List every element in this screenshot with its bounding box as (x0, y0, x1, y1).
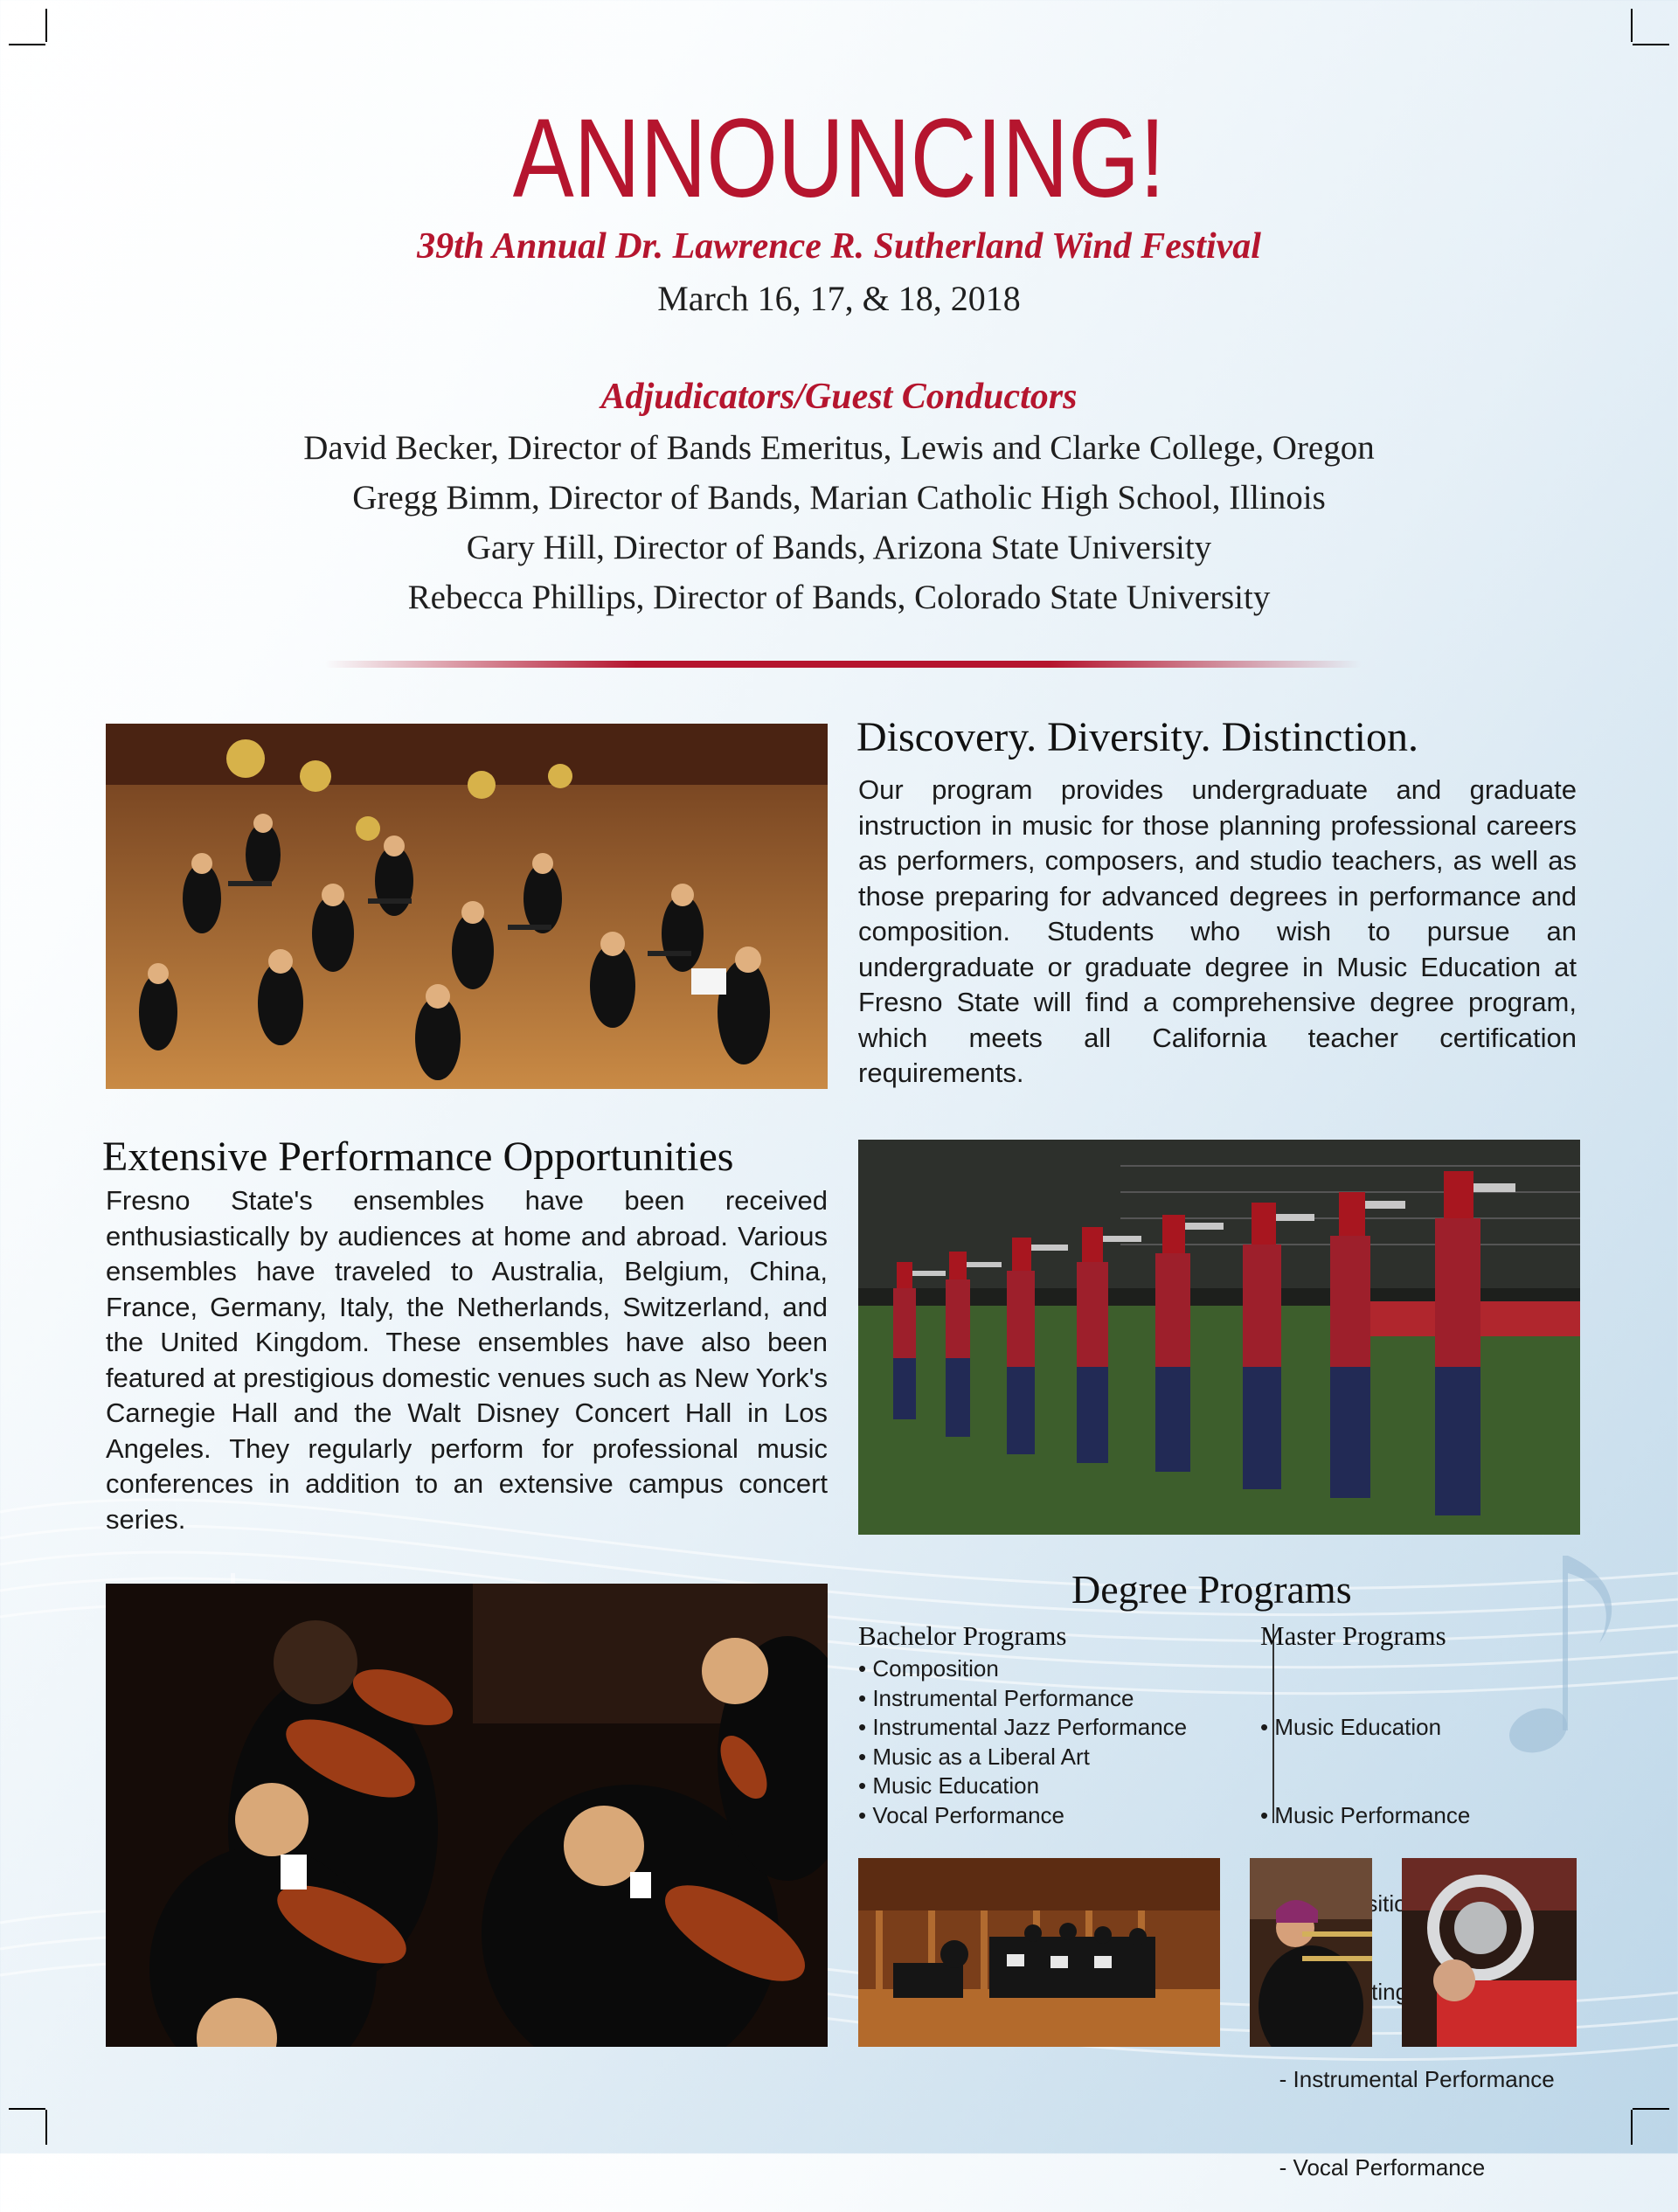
headline: ANNOUNCING! (512, 96, 1166, 221)
crop-mark (1633, 44, 1669, 45)
performance-title: Extensive Performance Opportunities (102, 1134, 734, 1180)
list-item: - Instrumental Performance (1260, 2066, 1555, 2093)
adjudicator-line: Gary Hill, Director of Bands, Arizona State University (466, 529, 1212, 566)
list-item: • Music Education (858, 1772, 1040, 1799)
list-item: • Instrumental Jazz Performance (858, 1714, 1188, 1741)
adjudicator-line: Gregg Bimm, Director of Bands, Marian Catholic High School, Illinois (352, 479, 1326, 517)
crop-mark (45, 9, 47, 42)
list-item: • Instrumental Performance (858, 1684, 1134, 1711)
crop-mark (1631, 9, 1633, 42)
list-item: - Vocal Performance (1260, 2154, 1486, 2181)
festival-dates: March 16, 17, & 18, 2018 (657, 279, 1021, 318)
adjudicator-line: David Becker, Director of Bands Emeritus, Lewis and Clarke College, Oregon (303, 429, 1375, 467)
trombonist-photo (1250, 1858, 1372, 2047)
orchestra-strings-photo (106, 1584, 828, 2047)
bachelor-programs-title: Bachelor Programs (858, 1620, 1067, 1651)
list-item: • Music Performance (1260, 1801, 1471, 1828)
festival-title: 39th Annual Dr. Lawrence R. Sutherland Wind Festival (417, 226, 1261, 267)
jazz-band-photo (858, 1858, 1220, 2047)
degree-programs-title: Degree Programs (1071, 1567, 1352, 1612)
list-item: • Music as a Liberal Art (858, 1743, 1090, 1770)
performance-body: Fresno State's ensembles have been received enthusiastically by audiences at home and abroad. Various ensembles have traveled to Australia, Belgium, China, France, Germany, Italy, the Netherlands, Switzerland, and the United Kingdom. These ensembles have also been featured at prestigious domestic venues such as New York's Carnegie Hall and the Walt Disney Concert Hall in Los Angeles. They regularly perform for professional music conferences in addition to an extensive campus concert series. (106, 1185, 828, 1535)
bachelor-programs-list (858, 1654, 1187, 1831)
adjudicators-heading: Adjudicators/Guest Conductors (600, 377, 1078, 417)
adjudicator-line: Rebecca Phillips, Director of Bands, Colorado State University (407, 579, 1271, 616)
divider-rule (325, 661, 1362, 668)
marching-band-photo (858, 1140, 1580, 1535)
list-item: • Music Education (1260, 1714, 1442, 1741)
wind-ensemble-photo (106, 724, 828, 1089)
list-item: • Composition (858, 1655, 999, 1682)
list-item: • Vocal Performance (858, 1801, 1064, 1828)
sousaphone-photo (1402, 1858, 1577, 2047)
crop-mark (9, 44, 45, 45)
discovery-body: Our program provides undergraduate and graduate instruction in music for those planning professional careers as performers, composers, and studio teachers, as well as those preparing for advanced degrees in performance and composition. Students who wish to pursue an undergraduate or graduate degree in Music Education at Fresno State will find a comprehensive degree program, which meets all California teacher certification requirements. (858, 774, 1577, 1088)
master-programs-title: Master Programs (1260, 1620, 1446, 1651)
discovery-title: Discovery. Diversity. Distinction. (856, 714, 1419, 760)
